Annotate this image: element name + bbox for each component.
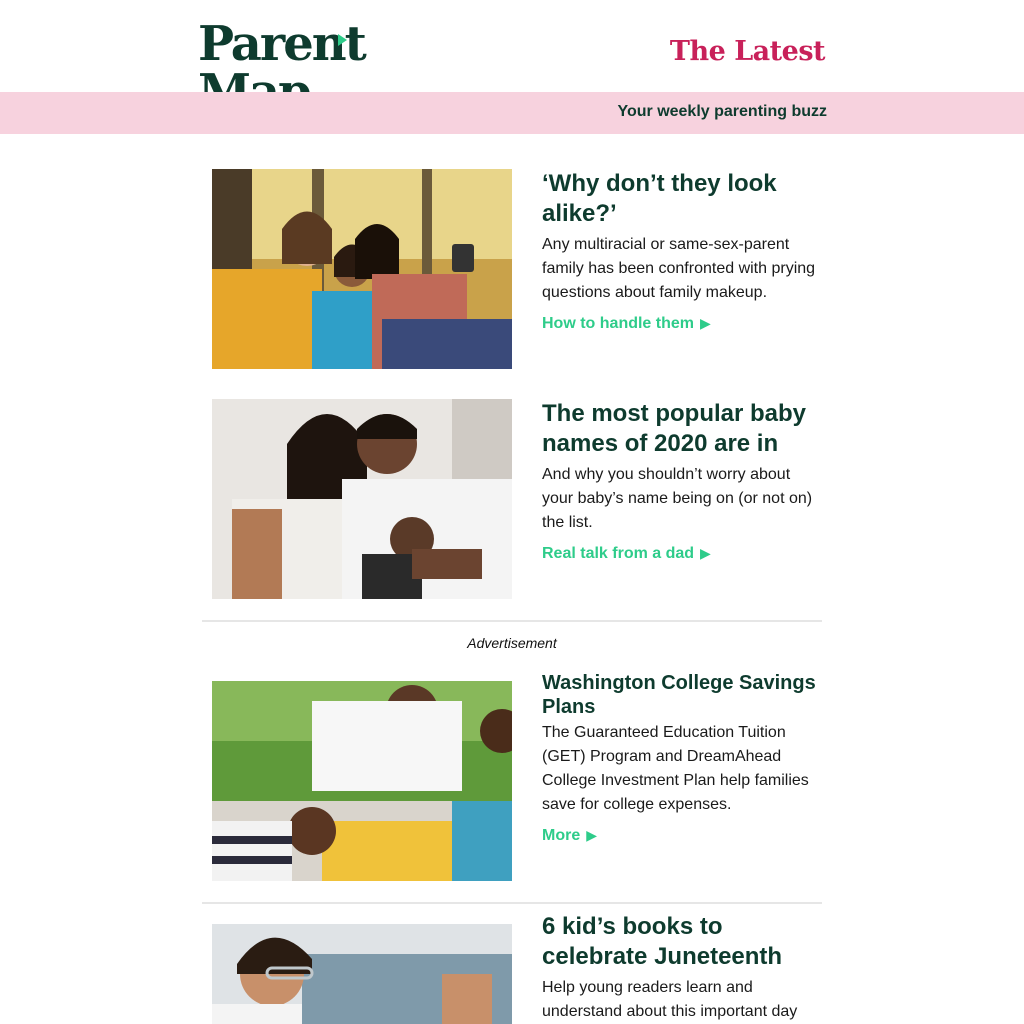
logo-text-parent: Parent (198, 16, 365, 72)
article-image-boy-reading[interactable] (212, 924, 512, 1024)
section-title: The Latest (669, 36, 825, 67)
ad-body: The Guaranteed Education Tuition (GET) Program and DreamAhead College Investment Plan help families save for college expenses. (542, 724, 809, 813)
article-card (212, 169, 824, 369)
article-body: Any multiracial or same-sex-parent family has been confronted with prying questions about family makeup. (542, 236, 816, 301)
divider (202, 902, 822, 904)
article-text (542, 912, 824, 1024)
logo-play-icon (338, 34, 347, 46)
divider (202, 620, 822, 622)
read-more-link[interactable] (542, 315, 711, 333)
article-card (212, 913, 824, 1024)
ad-text (542, 671, 824, 845)
article-body: Help young readers learn and understand about this important day (542, 979, 798, 1020)
article-card (212, 399, 824, 599)
article-title[interactable]: ‘Why don’t they look alike?’ (542, 170, 777, 227)
advertisement-label: Advertisement (467, 635, 557, 651)
play-arrow-icon: ▶ (586, 827, 598, 843)
ad-more-link[interactable] (542, 827, 597, 845)
ad-card (212, 672, 824, 881)
article-title[interactable]: The most popular baby names of 2020 are in (542, 400, 807, 457)
article-image-selfie-family[interactable] (212, 169, 512, 369)
read-more-label: How to handle them (542, 315, 694, 332)
article-title[interactable]: 6 kid’s books to celebrate Juneteenth (542, 913, 783, 970)
tagline-band (0, 92, 1024, 134)
article-body: And why you shouldn’t worry about your baby’s name being on (or not on) the list. (542, 466, 813, 531)
article-text (542, 169, 824, 333)
play-arrow-icon: ▶ (700, 545, 711, 561)
ad-image-family-lawn[interactable] (212, 681, 512, 881)
play-arrow-icon: ▶ (700, 315, 711, 331)
article-image-parents-baby[interactable] (212, 399, 512, 599)
read-more-link[interactable] (542, 545, 711, 563)
article-text (542, 399, 824, 563)
read-more-label: Real talk from a dad (542, 545, 695, 562)
ad-more-label: More (542, 827, 581, 844)
ad-title[interactable]: Washington College Savings Plans (542, 672, 816, 718)
tagline: Your weekly parenting buzz (617, 103, 827, 120)
